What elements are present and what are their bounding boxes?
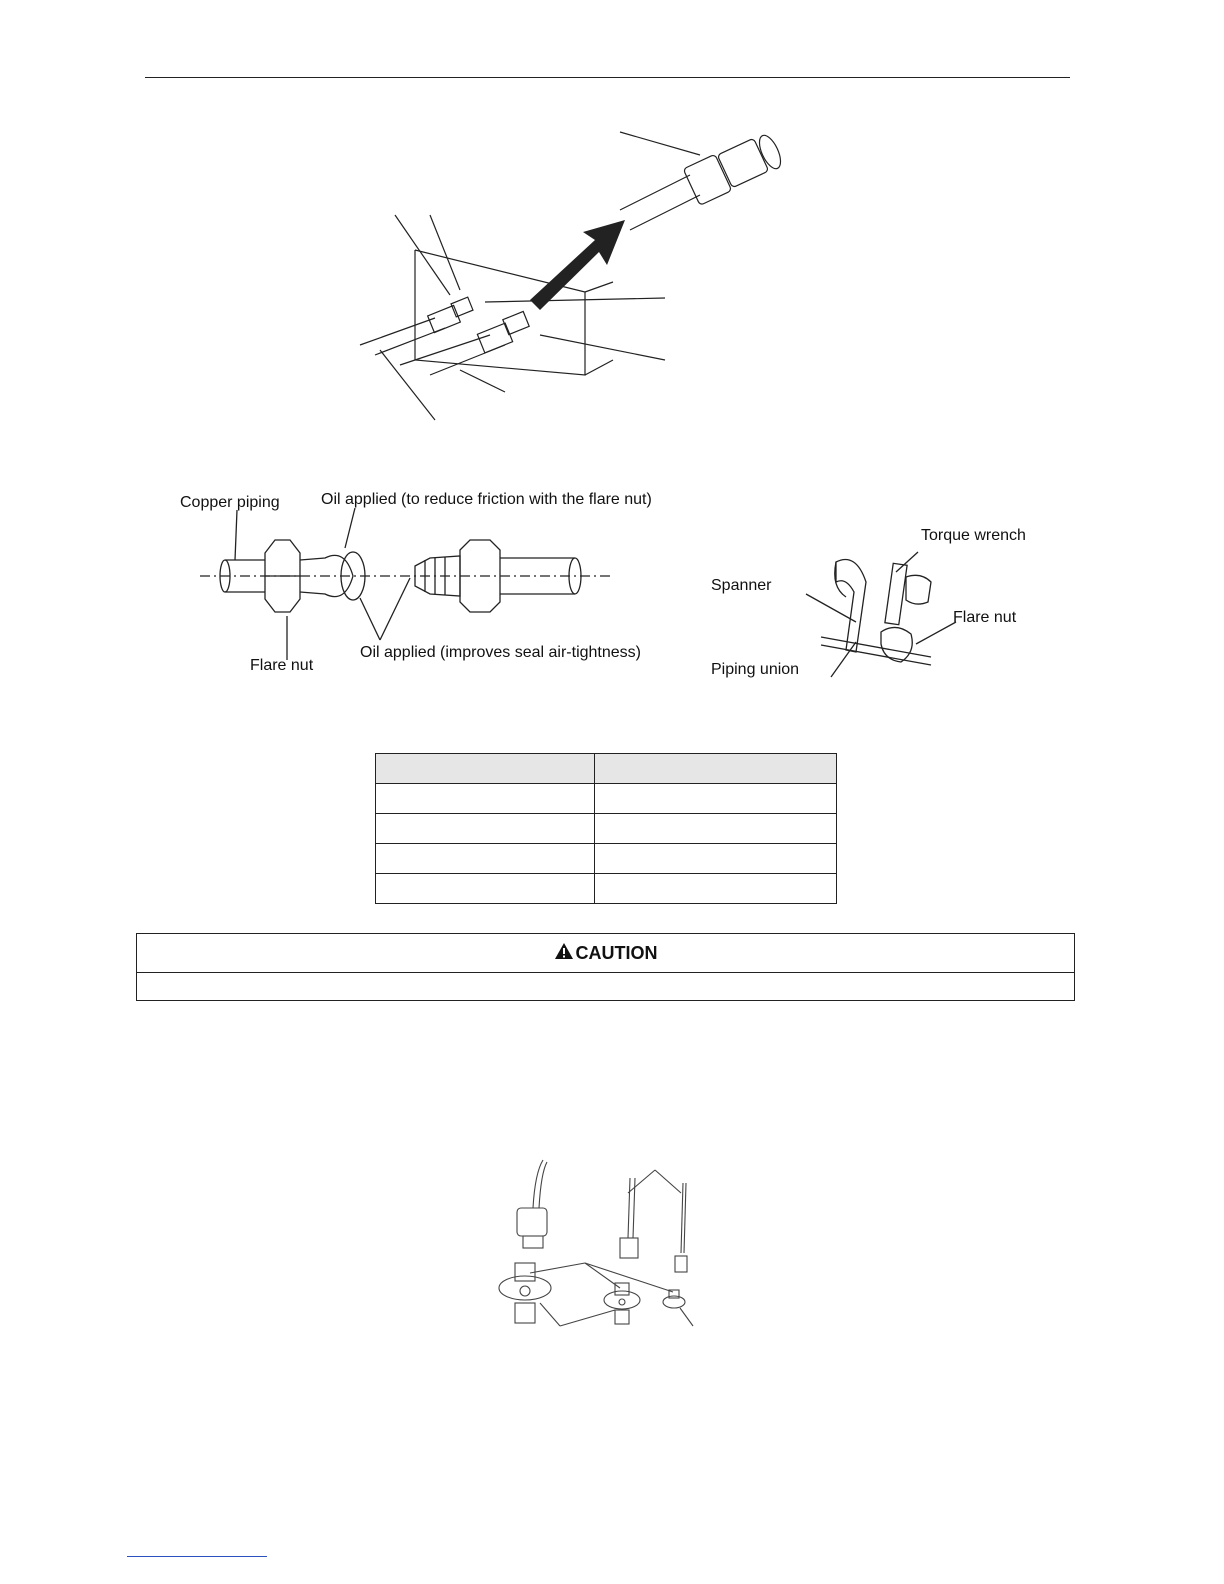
table-row	[376, 784, 837, 814]
copper-piping-label: Copper piping	[180, 494, 280, 511]
torque-wrench-figure	[706, 522, 1041, 682]
oil-seal-label: Oil applied (improves seal air-tightness)	[360, 644, 641, 661]
footer-link-underline	[127, 1556, 267, 1557]
table-row	[376, 874, 837, 904]
pipe-connection-figure	[355, 120, 795, 430]
flare-nut-label: Flare nut	[250, 657, 314, 674]
table-row	[376, 814, 837, 844]
caution-title: CAUTION	[575, 942, 658, 963]
table-cell	[595, 814, 837, 844]
warning-triangle-icon	[554, 942, 574, 965]
caution-box	[136, 933, 1075, 1001]
table-cell	[376, 814, 595, 844]
table-cell	[376, 844, 595, 874]
table-cell	[595, 784, 837, 814]
caution-header	[137, 934, 1074, 973]
table-row	[376, 844, 837, 874]
spanner-label: Spanner	[711, 577, 772, 594]
torque-wrench-label: Torque wrench	[921, 527, 1026, 544]
table-cell	[595, 754, 837, 784]
table-cell	[376, 754, 595, 784]
service-valves-figure	[495, 1158, 705, 1333]
torque-table	[375, 753, 837, 904]
table-header-row	[376, 754, 837, 784]
table-cell	[595, 874, 837, 904]
table-cell	[376, 874, 595, 904]
caution-body	[137, 973, 1074, 1001]
flare-nut-label: Flare nut	[953, 609, 1017, 626]
oil-friction-label: Oil applied (to reduce friction with the flare nut)	[321, 491, 652, 508]
table-cell	[376, 784, 595, 814]
table-cell	[595, 844, 837, 874]
header-rule	[145, 77, 1070, 78]
flare-nut-oil-figure	[175, 488, 695, 683]
piping-union-label: Piping union	[711, 661, 800, 678]
